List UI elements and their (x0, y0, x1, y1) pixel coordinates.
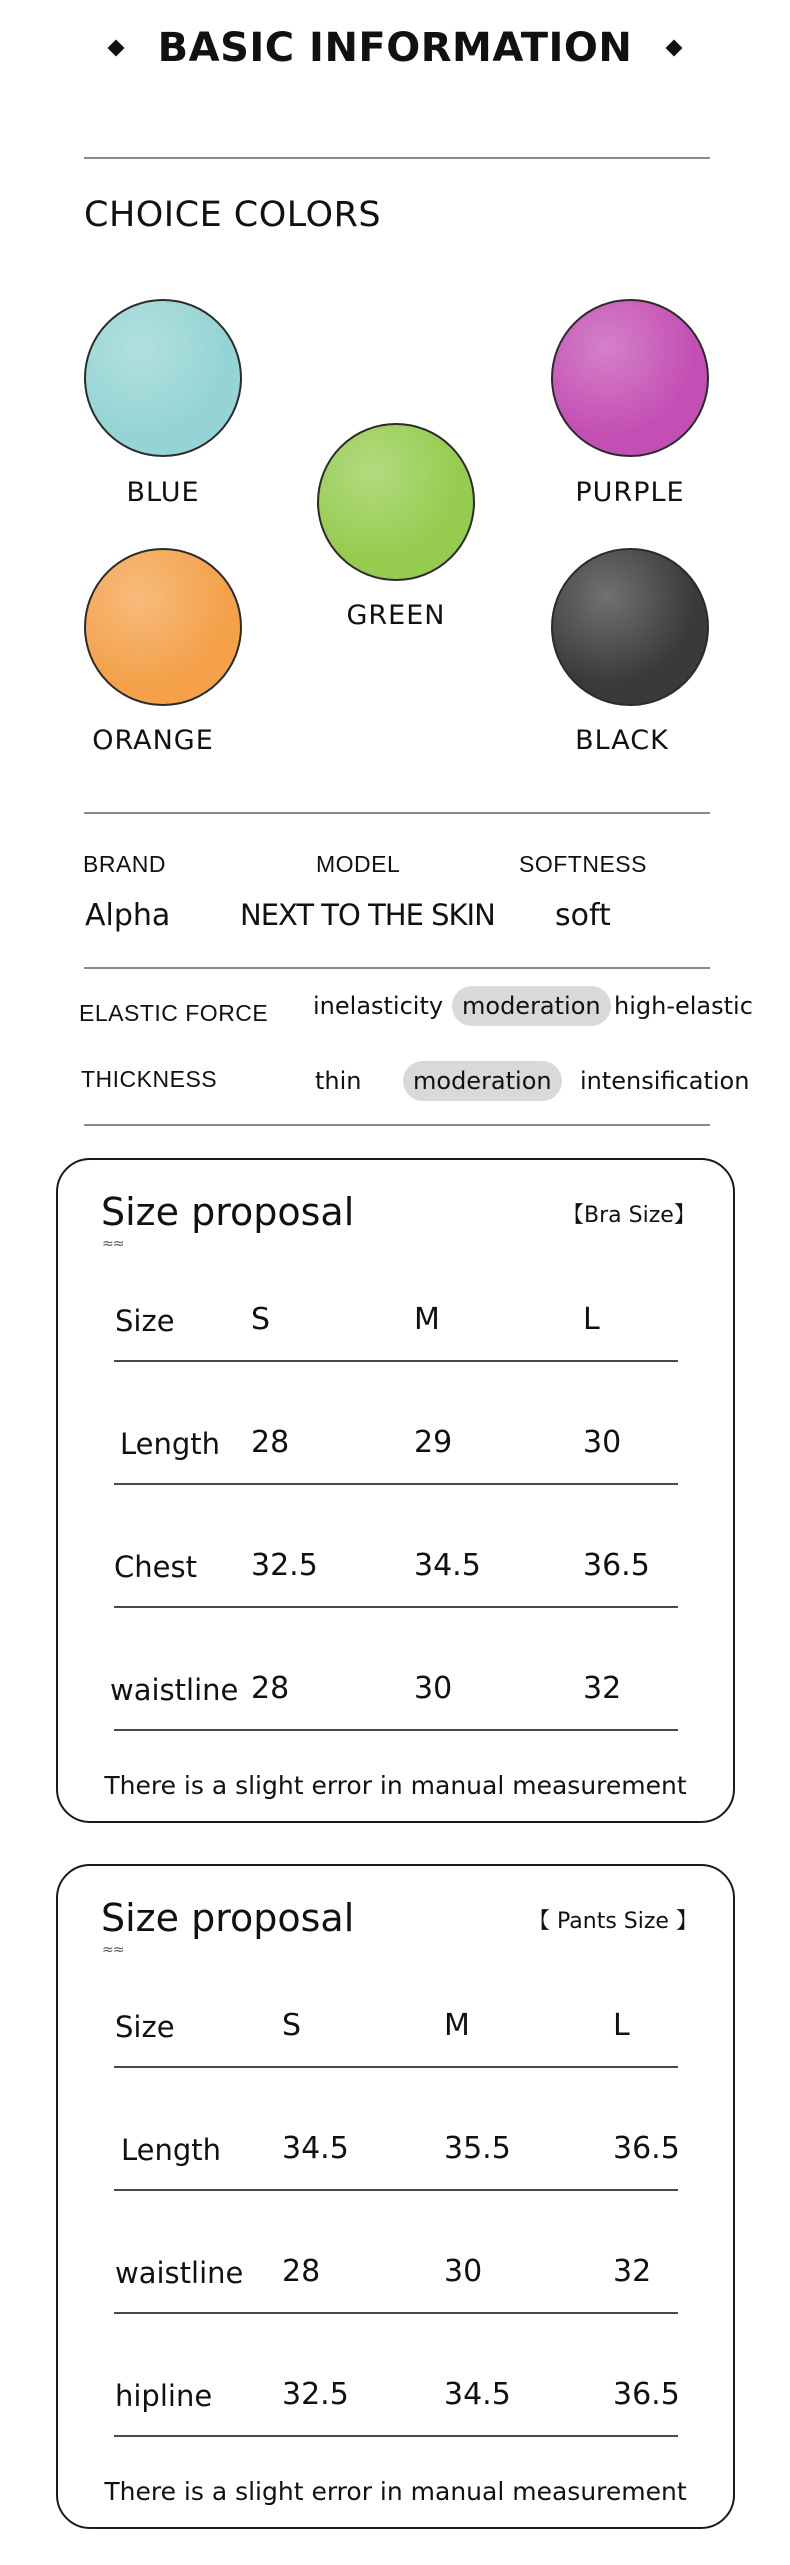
divider (84, 157, 710, 159)
diamond-left-icon (107, 40, 124, 57)
model-value: NEXT TO THE SKIN (240, 898, 495, 932)
pants-size-card (56, 1864, 735, 2529)
brand-key: BRAND (83, 851, 167, 877)
table-row-label: Length (120, 1427, 221, 1461)
table-row-divider (114, 2435, 678, 2437)
diamond-right-icon (666, 40, 683, 57)
header (0, 18, 790, 78)
swatch-blue[interactable] (84, 299, 242, 457)
wave-icon: ≈≈ (102, 1942, 124, 1958)
table-cell: 28 (251, 1671, 290, 1706)
table-cell: 32.5 (282, 2377, 349, 2412)
thickness-key: THICKNESS (81, 1066, 218, 1092)
table-cell: 30 (444, 2254, 483, 2289)
bra-header-s: S (251, 1302, 271, 1337)
choice-colors-heading: CHOICE COLORS (84, 195, 382, 235)
page-title: BASIC INFORMATION (157, 25, 633, 71)
bra-header-m: M (414, 1302, 440, 1337)
table-cell: 34.5 (444, 2377, 511, 2412)
table-cell: 34.5 (414, 1548, 481, 1583)
table-cell: 32 (613, 2254, 652, 2289)
pants-header-m: M (444, 2008, 470, 2043)
softness-key: SOFTNESS (519, 851, 647, 877)
model-key: MODEL (316, 851, 401, 877)
table-row-label: Length (121, 2133, 222, 2167)
thickness-option-intensification[interactable]: intensification (580, 1067, 750, 1095)
table-cell: 30 (583, 1425, 622, 1460)
swatch-label-purple: PURPLE (575, 477, 685, 508)
table-cell: 28 (251, 1425, 290, 1460)
table-row-divider (114, 2066, 678, 2068)
pants-header-s: S (282, 2008, 302, 2043)
pants-card-title: Size proposal (101, 1896, 355, 1940)
table-row-divider (114, 2189, 678, 2191)
divider (84, 967, 710, 969)
table-row-label: waistline (115, 2256, 244, 2290)
table-row-divider (114, 1360, 678, 1362)
elastic-option-inelasticity[interactable]: inelasticity (313, 992, 444, 1020)
swatch-label-blue: BLUE (126, 477, 200, 508)
bra-size-card (56, 1158, 735, 1823)
pants-size-tag: 【 Pants Size 】 (528, 1909, 698, 1934)
elastic-option-moderation[interactable]: moderation (452, 986, 611, 1026)
table-cell: 35.5 (444, 2131, 511, 2166)
pants-header-size: Size (115, 2010, 175, 2044)
table-row-label: waistline (110, 1673, 239, 1707)
table-row-label: hipline (115, 2379, 213, 2413)
table-row-divider (114, 1606, 678, 1608)
elastic-force-key: ELASTIC FORCE (79, 1000, 269, 1026)
table-cell: 36.5 (583, 1548, 650, 1583)
divider (84, 1124, 710, 1126)
table-cell: 32 (583, 1671, 622, 1706)
swatch-green[interactable] (317, 423, 475, 581)
swatch-label-orange: ORANGE (92, 725, 214, 756)
brand-value: Alpha (85, 898, 171, 933)
bra-card-title: Size proposal (101, 1190, 355, 1234)
table-cell: 32.5 (251, 1548, 318, 1583)
swatch-black[interactable] (551, 548, 709, 706)
thickness-option-moderation[interactable]: moderation (403, 1061, 562, 1101)
bra-measurement-note: There is a slight error in manual measurement (104, 1771, 687, 1800)
bra-size-tag: 【Bra Size】 (562, 1203, 696, 1228)
table-row-divider (114, 2312, 678, 2314)
swatch-label-black: BLACK (575, 725, 669, 756)
table-cell: 36.5 (613, 2131, 680, 2166)
divider (84, 812, 710, 814)
table-cell: 28 (282, 2254, 321, 2289)
pants-header-l: L (613, 2008, 630, 2043)
elastic-option-high-elastic[interactable]: high-elastic (614, 992, 753, 1020)
bra-header-size: Size (115, 1304, 175, 1338)
thickness-option-thin[interactable]: thin (315, 1067, 362, 1095)
table-cell: 36.5 (613, 2377, 680, 2412)
table-cell: 29 (414, 1425, 453, 1460)
table-row-divider (114, 1483, 678, 1485)
table-row-divider (114, 1729, 678, 1731)
softness-value: soft (555, 898, 611, 933)
bra-header-l: L (583, 1302, 600, 1337)
wave-icon: ≈≈ (102, 1236, 124, 1252)
table-cell: 34.5 (282, 2131, 349, 2166)
swatch-orange[interactable] (84, 548, 242, 706)
table-cell: 30 (414, 1671, 453, 1706)
pants-measurement-note: There is a slight error in manual measurement (104, 2477, 687, 2506)
swatch-label-green: GREEN (346, 600, 446, 631)
table-row-label: Chest (114, 1550, 197, 1584)
swatch-purple[interactable] (551, 299, 709, 457)
